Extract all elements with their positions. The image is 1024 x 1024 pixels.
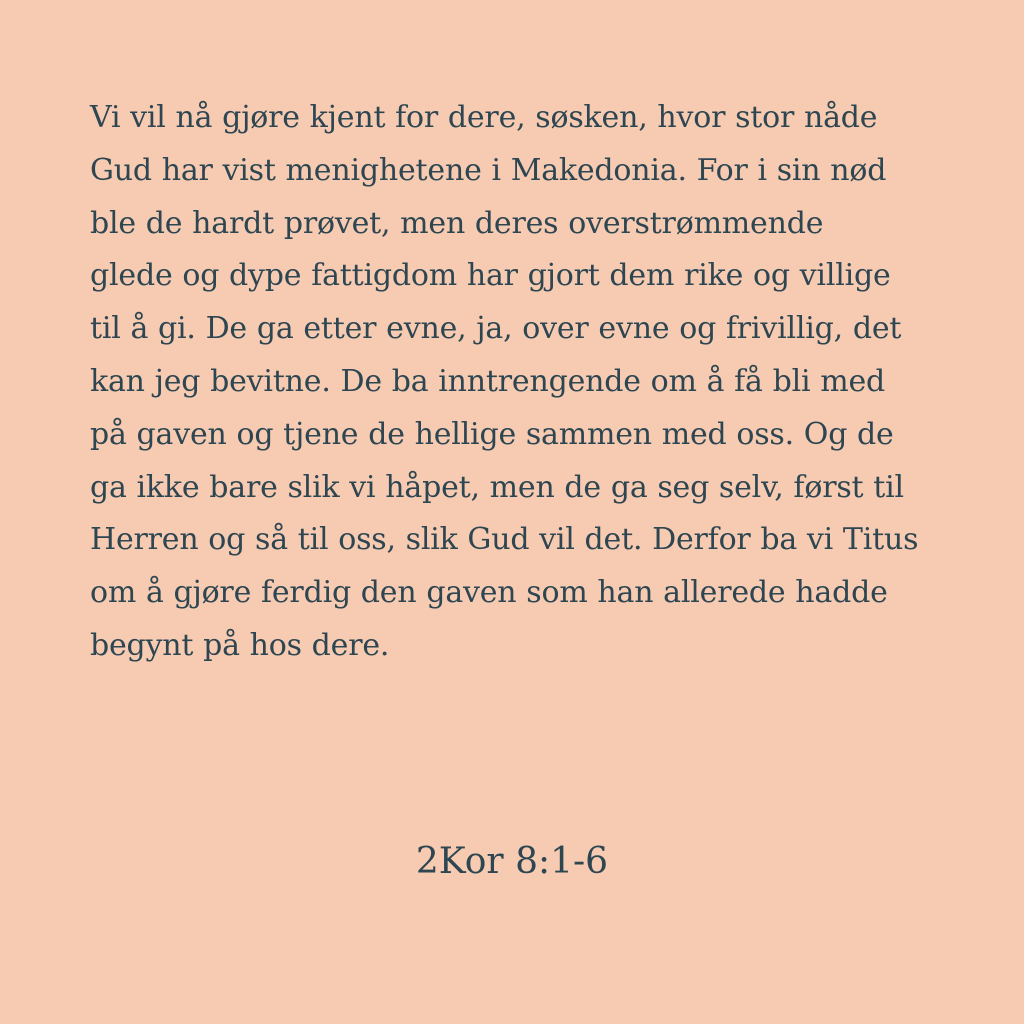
verse-text (90, 92, 950, 673)
verse-line: glede og dype fattigdom har gjort dem rike og villige (90, 258, 891, 294)
verse-line: kan jeg bevitne. De ba inntrengende om å få bli med (90, 363, 886, 399)
verse-line: til å gi. De ga etter evne, ja, over evne og frivillig, det (90, 311, 902, 347)
verse-line: begynt på hos dere. (90, 627, 390, 663)
verse-line: ga ikke bare slik vi håpet, men de ga seg selv, først til (90, 469, 904, 505)
verse-line: Herren og så til oss, slik Gud vil det. Derfor ba vi Titus (90, 522, 919, 558)
verse-line: om å gjøre ferdig den gaven som han allerede hadde (90, 575, 888, 611)
verse-line: Gud har vist menighetene i Makedonia. For i sin nød (90, 152, 887, 188)
verse-line: ble de hardt prøvet, men deres overstrømmende (90, 205, 824, 241)
verse-reference: 2Kor 8:1-6 (415, 841, 609, 882)
verse-line: Vi vil nå gjøre kjent for dere, søsken, hvor stor nåde (90, 100, 878, 135)
verse-line: på gaven og tjene de hellige sammen med oss. Og de (90, 416, 894, 452)
